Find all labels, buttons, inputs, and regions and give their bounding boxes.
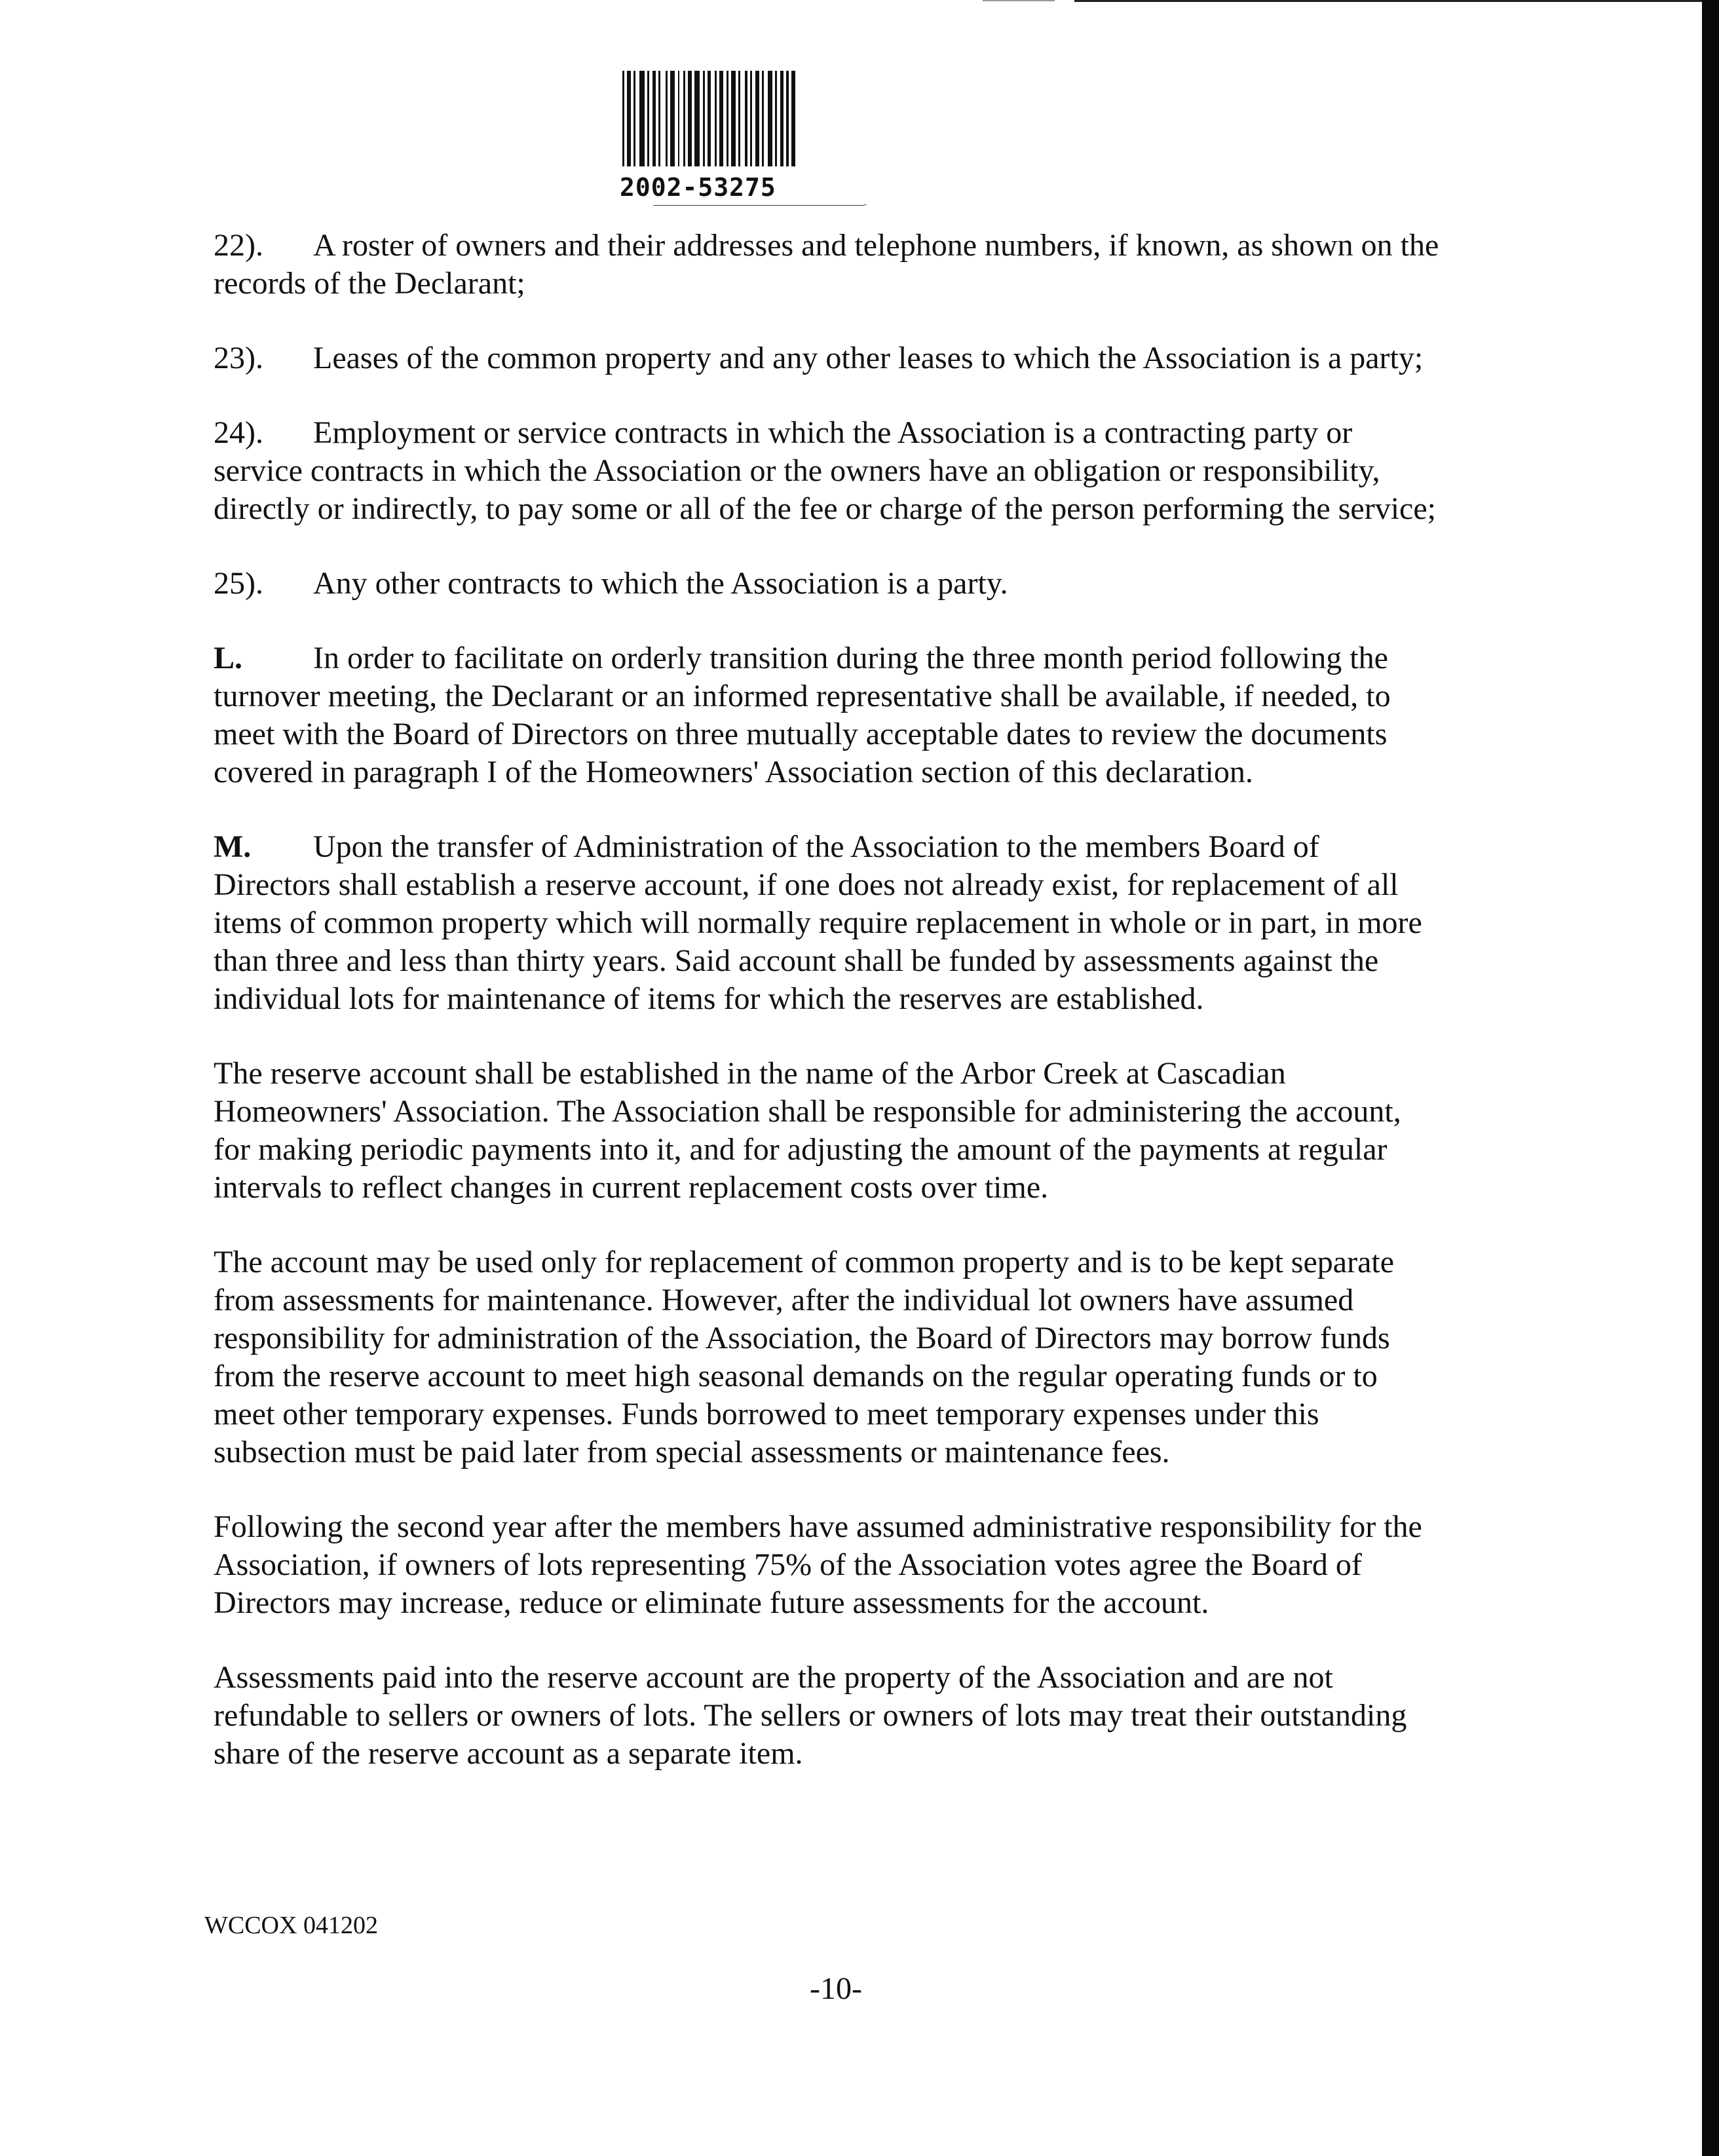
- paragraph-text: individual lots for maintenance of items for which the reserves are established.: [214, 981, 1204, 1016]
- paragraph-text: Directors shall establish a reserve account, if one does not already exist, for replacement of all: [214, 867, 1399, 902]
- paragraph-text: responsibility for administration of the Association, the Board of Directors may borrow funds: [214, 1321, 1390, 1355]
- paragraph-text: records of the Declarant;: [214, 266, 525, 301]
- paragraph-text: Employment or service contracts in which the Association is a contracting party or: [313, 415, 1353, 450]
- paragraph-text: for making periodic payments into it, and for adjusting the amount of the payments at regular: [214, 1132, 1388, 1167]
- paragraph: [214, 1243, 1498, 1471]
- paragraph-text: Upon the transfer of Administration of the Association to the members Board of: [313, 829, 1319, 864]
- paragraph-line: [214, 639, 1498, 677]
- paragraph-text: from the reserve account to meet high seasonal demands on the regular operating funds or to: [214, 1359, 1378, 1393]
- paragraph-line: [214, 980, 1498, 1018]
- paragraph-line: [214, 1584, 1498, 1622]
- paragraph-text: turnover meeting, the Declarant or an informed representative shall be available, if needed, to: [214, 679, 1391, 713]
- scan-edge: [1702, 0, 1719, 2156]
- paragraph-line: [214, 677, 1498, 715]
- scan-artifact-line: [1074, 0, 1719, 2]
- paragraph-line: [214, 339, 1498, 377]
- paragraph-text: subsection must be paid later from special assessments or maintenance fees.: [214, 1435, 1170, 1469]
- paragraph-text: from assessments for maintenance. However, after the individual lot owners have assumed: [214, 1283, 1354, 1317]
- paragraph-text: Directors may increase, reduce or eliminate future assessments for the account.: [214, 1585, 1209, 1620]
- paragraph-label: 22).: [214, 228, 263, 263]
- paragraph: [214, 414, 1498, 528]
- paragraph: [214, 1055, 1498, 1207]
- paragraph-label: M.: [214, 829, 252, 864]
- paragraph: [214, 1508, 1498, 1622]
- paragraph-line: [214, 227, 1498, 265]
- paragraph-line: [214, 414, 1498, 452]
- paragraph-line: [214, 1093, 1498, 1131]
- footer-code: WCCOX 041202: [204, 1912, 378, 1939]
- paragraph-line: [214, 1697, 1498, 1735]
- paragraph-label: L.: [214, 641, 243, 675]
- paragraph-line: [214, 828, 1498, 866]
- paragraph-line: [214, 1055, 1498, 1093]
- paragraph-line: [214, 1131, 1498, 1169]
- paragraph-label: 23).: [214, 341, 263, 375]
- paragraph-line: [214, 904, 1498, 942]
- recording-barcode: [620, 68, 921, 206]
- paragraph-text: than three and less than thirty years. Said account shall be funded by assessments against the: [214, 943, 1379, 978]
- document-body: [214, 227, 1498, 1809]
- barcode-icon: [620, 68, 921, 172]
- paragraph-text: directly or indirectly, to pay some or all of the fee or charge of the person performing the service;: [214, 491, 1436, 526]
- paragraph-line: [214, 1169, 1498, 1207]
- paragraph-line: [214, 1659, 1498, 1697]
- paragraph-line: [214, 490, 1498, 528]
- paragraph-line: [214, 1319, 1498, 1357]
- barcode-underline: [544, 204, 983, 207]
- paragraph-line: [214, 942, 1498, 980]
- paragraph: [214, 565, 1498, 603]
- paragraph-line: [214, 1357, 1498, 1395]
- paragraph-text: meet with the Board of Directors on three mutually acceptable dates to review the documents: [214, 717, 1388, 751]
- paragraph-text: share of the reserve account as a separate item.: [214, 1736, 803, 1771]
- paragraph-text: intervals to reflect changes in current replacement costs over time.: [214, 1170, 1049, 1205]
- paragraph-line: [214, 866, 1498, 904]
- paragraph: [214, 828, 1498, 1018]
- paragraph-line: [214, 565, 1498, 603]
- paragraph-text: Assessments paid into the reserve account are the property of the Association and are not: [214, 1660, 1333, 1695]
- paragraph-line: [214, 753, 1498, 791]
- paragraph-text: The reserve account shall be established in the name of the Arbor Creek at Cascadian: [214, 1056, 1286, 1091]
- paragraph-text: refundable to sellers or owners of lots. The sellers or owners of lots may treat their outstanding: [214, 1698, 1407, 1733]
- page-number: -10-: [810, 1971, 862, 2006]
- paragraph-text: Homeowners' Association. The Association shall be responsible for administering the account,: [214, 1094, 1401, 1129]
- paragraph-line: [214, 1395, 1498, 1433]
- paragraph-line: [214, 1281, 1498, 1319]
- paragraph-text: service contracts in which the Association or the owners have an obligation or responsibility,: [214, 453, 1380, 488]
- paragraph-line: [214, 265, 1498, 303]
- paragraph-line: [214, 1433, 1498, 1471]
- paragraph-text: The account may be used only for replacement of common property and is to be kept separate: [214, 1245, 1395, 1279]
- paragraph: [214, 1659, 1498, 1773]
- scan-artifact-line: [983, 0, 1055, 1]
- paragraph-line: [214, 1243, 1498, 1281]
- paragraph: [214, 639, 1498, 791]
- paragraph: [214, 227, 1498, 303]
- paragraph-line: [214, 1546, 1498, 1584]
- paragraph-text: In order to facilitate on orderly transition during the three month period following the: [313, 641, 1388, 675]
- paragraph-text: meet other temporary expenses. Funds borrowed to meet temporary expenses under this: [214, 1397, 1319, 1431]
- paragraph-text: A roster of owners and their addresses and telephone numbers, if known, as shown on the: [313, 228, 1439, 263]
- paragraph-text: Any other contracts to which the Association is a party.: [313, 566, 1008, 601]
- paragraph-text: items of common property which will normally require replacement in whole or in part, in more: [214, 905, 1422, 940]
- paragraph-text: covered in paragraph I of the Homeowners' Association section of this declaration.: [214, 755, 1253, 789]
- paragraph-label: 24).: [214, 415, 263, 450]
- paragraph-text: Association, if owners of lots representing 75% of the Association votes agree the Board of: [214, 1547, 1362, 1582]
- paragraph-label: 25).: [214, 566, 263, 601]
- paragraph-line: [214, 1508, 1498, 1546]
- barcode-number: 2002-53275: [620, 173, 776, 202]
- paragraph-text: Following the second year after the members have assumed administrative responsibility for the: [214, 1509, 1422, 1544]
- paragraph-line: [214, 1735, 1498, 1773]
- paragraph-line: [214, 452, 1498, 490]
- paragraph-line: [214, 715, 1498, 753]
- paragraph-text: Leases of the common property and any other leases to which the Association is a party;: [313, 341, 1424, 375]
- paragraph: [214, 339, 1498, 377]
